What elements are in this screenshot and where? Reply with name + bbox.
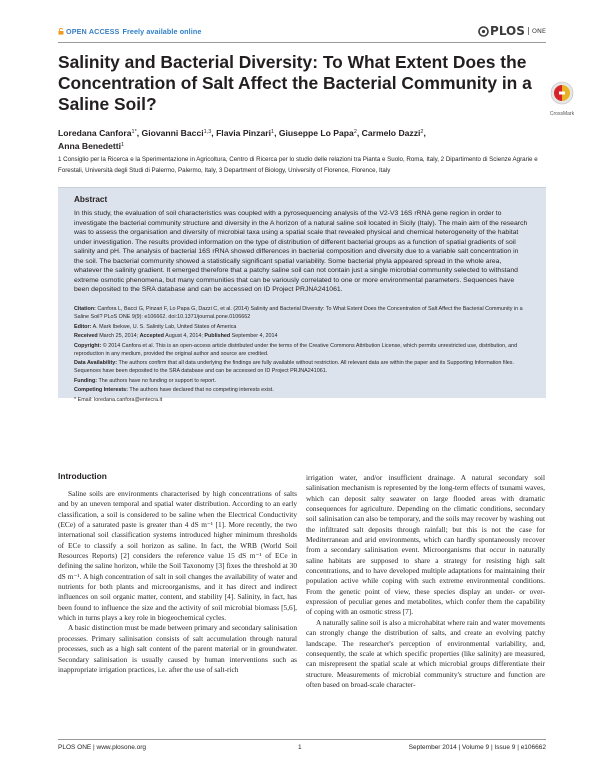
author-affiliation-mark: 2: [420, 129, 424, 135]
funding-label: Funding:: [74, 377, 98, 384]
footer-journal[interactable]: PLOS ONE | www.plosone.org: [58, 744, 147, 751]
author-name[interactable]: Giovanni Bacci: [141, 128, 204, 138]
body-paragraph: A naturally saline soil is also a microhabitat where rain and water movements can strongly change the distribution of salts, and create an evolving patchy landscape. The researcher's perception of environmental variability, and, consequently, the scale at which specific properties (like salinity) are measured, can misrepresent the spatial scale at which microbial groups differentiate their structure. Measurements of microbial community's structure and function are often based on broad-scale character-: [306, 617, 545, 689]
header-divider: [58, 42, 546, 43]
funding-line: [74, 377, 532, 385]
body-column-left: [58, 489, 297, 675]
journal-header: [58, 26, 546, 40]
corresponding-email[interactable]: * Email: loredana.canfora@entecra.it: [74, 396, 163, 403]
footer-issue: September 2014 | Volume 9 | Issue 9 | e106662: [408, 744, 546, 751]
crossmark-label: CrossMark: [549, 111, 575, 117]
copyright-text: © 2014 Canfora et al. This is an open-access article distributed under the terms of the Creative Commons Attribution License, which permits unrestricted use, distribution, and reproduction in any medium, provided the original author and source are credited.: [74, 342, 518, 357]
competing-interests-label: Competing Interests:: [74, 387, 128, 393]
author-affiliation-mark: 1: [271, 129, 275, 135]
copyright-label: Copyright:: [74, 342, 102, 349]
plos-one-logo[interactable]: [478, 24, 546, 38]
funding-text: The authors have no funding or support to report.: [98, 377, 216, 384]
body-paragraph: Saline soils are environments characterised by high concentrations of salts and by an uneven temporal and spatial water distribution. According to an early classification, a soil is considered to be saline when the Electrical Conductivity (ECe) of a saturated paste is greater than 4 dS m⁻¹ [1]. More recently, the two international soil classification systems introduced higher minimum thresholds of ECe to classify a soil horizon as saline. In fact, the WRB (World Soil Resources Reports) [2] considers the reference value 15 dS m⁻¹ of ECe in defining the saline horizon, while the Soil Taxonomy [3] fixes the threshold at 30 dS m⁻¹. A high concentration of salt in soil changes the availability of water and nutrients for both plants and microorganisms, and it has direct and indirect influences on soil organic matter, content, and stability [4]. Salinity, in fact, has been found to influence the size and the activity of soil microbial biomass [5,6], which in turns plays a key role in biogeochemical cycles.: [58, 489, 297, 623]
citation-line: [74, 305, 532, 321]
article-title: Salinity and Bacterial Diversity: To What Extent Does the Concentration of Salt Affect the Bacterial Community in a Saline Soil?: [58, 52, 532, 114]
author-affiliation-mark: 2: [353, 129, 357, 135]
editor-text: A. Mark Ibekwe, U. S. Salinity Lab, United States of America: [92, 323, 237, 330]
footer-divider: [58, 739, 546, 740]
received-date: March 25, 2014;: [99, 333, 139, 339]
author-affiliation-mark: 1,3: [203, 129, 212, 135]
plos-emblem-icon: [478, 26, 489, 37]
data-availability-line: [74, 359, 532, 375]
accepted-label: Accepted: [139, 333, 164, 339]
abstract-text: In this study, the evaluation of soil characteristics was coupled with a pyrosequencing analysis of the V2-V3 16S rRNA gene region in order to investigate the bacterial community structure and diversity in the A horizon of a natural saline soil located in Sicily (Italy). The main aim of the research was to assess the organisation and diversity of microbial taxa using a spatial scale that revealed physical and chemical heterogeneity of the habitat under investigation. The results provided information on the type of distribution of different bacterial groups as a function of spatial gradients of soil salinity and pH. The analysis of bacterial 16S rRNA showed differences in bacterial composition and diversity due to a variable salt concentration in the soil. The bacterial community showed a statistically significant spatial variability. Some bacterial phyla appeared spread in the whole area, whatever the salinity gradient. It emerged therefore that a patchy saline soil can not contain just a single microbial community selected to withstand extreme osmotic phenomena, but many communities that can be variously correlated to one or more environmental parameters. Sequences have been deposited to the SRA database and can be accessed on ID Project PRJNA241061.: [74, 210, 528, 293]
author-name[interactable]: Loredana Canfora: [58, 128, 132, 138]
author-name[interactable]: Carmelo Dazzi: [361, 128, 421, 138]
open-lock-icon: [58, 28, 64, 35]
copyright-line: [74, 342, 532, 358]
crossmark-icon: [550, 81, 574, 105]
introduction-heading: Introduction: [58, 471, 107, 481]
data-availability-label: Data Availability:: [74, 360, 118, 366]
competing-interests-line: [74, 386, 532, 394]
editor-line: [74, 323, 532, 331]
article-metadata: [74, 305, 532, 404]
published-date: September 4, 2014: [231, 333, 278, 339]
dates-line: [74, 332, 532, 340]
author-affiliation-mark: 1: [121, 142, 125, 148]
published-label: Published: [204, 333, 231, 339]
body-paragraph: irrigation water, and/or insufficient drainage. A natural secondary soil salinisation mechanism is represented by the long-term effects of tsunami waves, which can deposit salty seawater on large flooded areas with dramatic consequences for agriculture. Depending on the climatic conditions, secondary soil salinisation can also be temporary, and the soils may recover by washing out the infiltrated salt deposits through rainfall; but this is not the case for Mediterranean and arid environments, which can hardly spontaneously recover from a secondary salinisation event. Microorganisms that occur in naturally saline habitats are supposed to share a strategy for resisting high salt concentrations, and to have developed multiple adaptations for maintaining their population active while coping with such extreme environmental conditions. From the genetic point of view, these species display an under- or over-expression of peculiar genes and metabolites, which confer them the capability of coping with an osmotic stress [7].: [306, 473, 545, 617]
author-list: Loredana Canfora$^{1*}$, Giovanni Bacci$^{1,3}$, Flavia Pinzari$^1$, Giuseppe Lo Papa$^2$, Carmelo Dazzi$^2$, Anna Benedetti$^1$: [58, 128, 426, 151]
body-paragraph: A basic distinction must be made between primary and secondary salinisation processes. Primary salinisation consists of salt accumulation through natural processes, such as a high salt content of the parent material or in groundwater. Secondary salinisation is usually caused by human interventions such as inappropriate irrigation practices, i.e. after the use of salt-rich: [58, 623, 297, 674]
abstract-heading: Abstract: [74, 195, 108, 204]
author-name[interactable]: Anna Benedetti: [58, 141, 122, 151]
open-access-open: OPEN: [66, 27, 87, 36]
citation-label: Citation:: [74, 306, 96, 312]
open-access-word: ACCESS: [88, 27, 120, 36]
abstract-box: [58, 187, 546, 403]
page-number: 1: [298, 744, 302, 751]
affiliations: 1 Consiglio per la Ricerca e la Sperimentazione in Agricoltura, Centro di Ricerca per lo studio delle relazioni tra Pianta e Suolo, Roma, Italy, 2 Dipartimento di Scienze Agrarie e Forestali, Università degli Studi di Palermo, Palermo, Italy, 3 Department of Biology, University of Florence, Florence, Italy: [58, 156, 538, 174]
editor-label: Editor:: [74, 323, 92, 330]
citation-text: Canfora L, Bacci G, Pinzari F, Lo Papa G, Dazzi C, et al. (2014) Salinity and Bacterial Diversity: To What Extent Does the Concentration of Salt Affect the Bacterial Community in a Saline Soil? PLoS ONE 9(9): e106662. doi:10.1371/journal.pone.0106662: [74, 306, 523, 320]
body-column-right: [306, 473, 545, 690]
data-availability-text: The authors confirm that all data underlying the findings are fully available without restriction. All relevant data are within the paper and its Supporting Information files. Sequences have been deposited to the SRA database and can be accessed on ID Project PRJNA241061.: [74, 360, 514, 374]
accepted-date: August 4, 2014;: [165, 333, 203, 339]
crossmark-badge[interactable]: [548, 81, 576, 117]
freely-available-label: Freely available online: [122, 27, 202, 36]
author-name[interactable]: Flavia Pinzari: [216, 128, 271, 138]
received-label: Received: [74, 333, 98, 339]
open-access-logo[interactable]: [58, 27, 201, 36]
plos-one-sub: ONE: [528, 27, 546, 35]
author-affiliation-mark: 1*: [131, 129, 137, 135]
competing-interests-text: The authors have declared that no competing interests exist.: [129, 387, 274, 393]
plos-wordmark: PLOS: [490, 24, 525, 38]
author-name[interactable]: Giuseppe Lo Papa: [278, 128, 354, 138]
